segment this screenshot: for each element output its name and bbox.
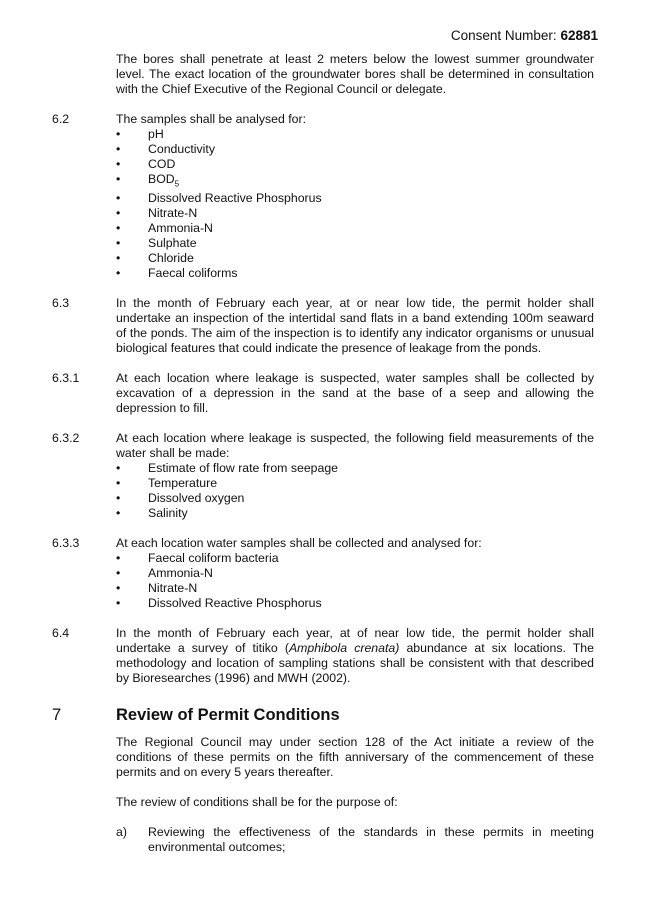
section-number: 7 [52, 706, 62, 725]
item-label: a) [116, 825, 127, 840]
list-item: • Dissolved oxygen [116, 491, 245, 506]
clause-number: 6.2 [52, 112, 70, 126]
intro-block [52, 52, 594, 97]
clause-text: At each location where leakage is suspected, water samples shall be collected by excavation of a depression in the sand at the base of a seep and allowing the depression to fill. [116, 371, 594, 416]
intro-paragraph: The bores shall penetrate at least 2 meters below the lowest summer groundwater level. The exact location of the groundwater bores shall be determined in consultation with the Chief Executive of the Regional Council or delegate. [116, 52, 594, 96]
section-7-heading [52, 708, 594, 723]
consent-number-label: Consent Number: [450, 28, 557, 43]
bullet-icon: • [116, 596, 121, 611]
review-paragraph: The Regional Council may under section 128 of the Act initiate a review of the conditions of these permits on the fifth anniversary of the commencement of these permits and on every 5 years thereafter. [116, 735, 594, 780]
list-item: • Faecal coliform bacteria [116, 551, 279, 566]
list-item: • $BOD_5$ [116, 172, 180, 189]
clause-number: 6.3.1 [52, 371, 80, 386]
bullet-icon: • [116, 221, 121, 236]
bullet-icon: • [116, 266, 121, 281]
list-item: • Dissolved Reactive Phosphorus [116, 191, 322, 206]
clause-text: In the month of February each year, at or near low tide, the permit holder shall undertake an inspection of the intertidal sand flats in a band extending 100m seaward of the ponds. The aim of the inspection is to identify any indicator organisms or unusual biological features that could indicate the presence of leakage from the ponds. [116, 296, 594, 356]
bullet-icon: • [116, 491, 121, 506]
field-measurements-list [116, 461, 594, 521]
analysis-list [116, 127, 594, 281]
clause-number: 6.3 [52, 296, 70, 311]
list-item: • COD [116, 157, 176, 171]
clause-number: 6.3.2 [52, 431, 80, 446]
clause-6-3-3 [52, 536, 594, 611]
water-samples-list [116, 551, 594, 611]
document-content [52, 52, 594, 855]
clause-number: 6.4 [52, 626, 70, 641]
review-item-a [116, 825, 594, 855]
purpose-paragraph: The review of conditions shall be for the purpose of: [116, 795, 398, 810]
bullet-icon: • [116, 551, 121, 566]
bullet-icon: • [116, 172, 121, 186]
item-text: Reviewing the effectiveness of the standards in these permits in meeting environmental outcomes; [148, 825, 594, 855]
clause-text: In the month of February each year, at of near low tide, the permit holder shall undertake a survey of titiko (Amphibola crenata) abundance at six locations. The methodology and location of sampling stations shall be consistent with that described by Bioresearches (1996) and MWH (2002). [116, 626, 594, 686]
bullet-icon: • [116, 191, 121, 206]
consent-number-header [451, 28, 598, 43]
list-item: • Ammonia-N [116, 221, 213, 236]
clause-6-3-1 [52, 371, 594, 416]
clause-6-2 [52, 112, 594, 281]
section-title: Review of Permit Conditions [116, 706, 340, 725]
list-item: • Ammonia-N [116, 566, 213, 581]
bullet-icon: • [116, 506, 121, 521]
section-7-body [52, 735, 594, 855]
list-item: • Temperature [116, 476, 218, 491]
bullet-icon: • [116, 476, 121, 491]
bullet-icon: • [116, 236, 121, 251]
clause-text: At each location where leakage is suspected, the following field measurements of the water shall be made: [116, 431, 594, 461]
bullet-icon: • [116, 251, 121, 266]
clause-6-4 [52, 626, 594, 686]
bullet-icon: • [116, 461, 121, 476]
list-item: • Faecal coliforms [116, 266, 238, 281]
list-item: • Conductivity [116, 142, 215, 156]
clause-6-3 [52, 296, 594, 356]
list-item: • Nitrate-N [116, 206, 198, 221]
consent-number-value: 62881 [560, 28, 598, 43]
bullet-icon: • [116, 127, 121, 141]
clause-text: The samples shall be analysed for: [116, 112, 307, 126]
bullet-icon: • [116, 566, 121, 581]
list-item: • Sulphate [116, 236, 197, 251]
list-item: • pH [116, 127, 164, 141]
bullet-icon: • [116, 581, 121, 596]
clause-number: 6.3.3 [52, 536, 80, 551]
bullet-icon: • [116, 157, 121, 171]
bullet-icon: • [116, 206, 121, 221]
list-item: • Dissolved Reactive Phosphorus [116, 596, 322, 611]
bullet-icon: • [116, 142, 121, 156]
list-item: • Estimate of flow rate from seepage [116, 461, 339, 476]
species-name: Amphibola crenata) [288, 641, 400, 656]
clause-6-3-2 [52, 431, 594, 521]
bod-subscript: 5 [174, 179, 180, 189]
clause-text: At each location water samples shall be collected and analysed for: [116, 536, 482, 551]
list-item: • Nitrate-N [116, 581, 198, 596]
list-item: • Chloride [116, 251, 194, 266]
list-item: • Salinity [116, 506, 188, 521]
